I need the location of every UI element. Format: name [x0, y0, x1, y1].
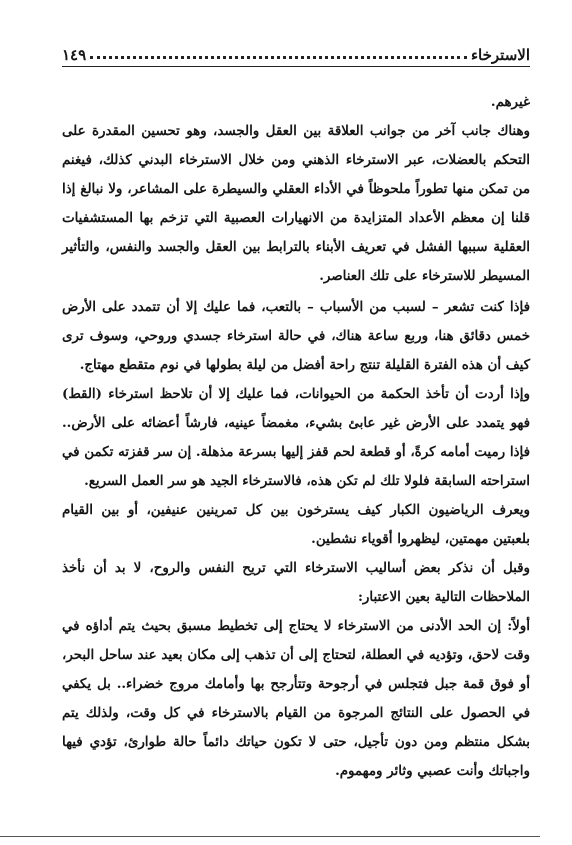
paragraph: وهناك جانب آخر من جوانب العلاقة بين العقل والجسد، وهو تحسين المقدرة على التحكم بالعضلات، عبر الاسترخاء الذهني ومن خلال الاسترخاء البدني كذلك، فيغنم من تمكن منها تطوراً ملحوظاً في الأداء العقلي والسيطرة على المشاعر، ولا نبالغ إذا قلنا إن معظم الأعداد المتزايدة من الانهيارات العصبية التي تزخم بها المستشفيات العقلية سببها الفشل في تعريف الأبناء بالترابط بين العقل والجسد والنفس، والتأثير المسيطر للاسترخاء على تلك العناصر.	[62, 123, 530, 284]
paragraph: فإذا كنت تشعر – لسبب من الأسباب – بالتعب، فما عليك إلا أن تتمدد على الأرض خمس دقائق هنا، وربع ساعة هناك، في حالة استرخاء جسدي وروحي، وسوف ترى كيف أن هذه الفترة القليلة تنتج راحة أفضل من ليلة بطولها في نوم متقطع مهتاج.	[62, 299, 530, 373]
paragraph: ويعرف الرياضيون الكبار كيف يسترخون بين كل تمرينين عنيفين، أو بين القيام بلعبتين مهمتين، ليظهروا أقوياء نشطين.	[62, 502, 530, 547]
page-bottom-edge	[0, 836, 540, 837]
paragraph: وإذا أردت أن تأخذ الحكمة من الحيوانات، فما عليك إلا أن تلاحظ استرخاء (القط) فهو يتمدد على الأرض غير عابئ بشيء، مغمضاً عينيه، فارشاً أعضائه على الأرض.. فإذا رميت أمامه كرةً، أو قطعة لحم قفز إليها بسرعة مذهلة. إن سر قفزته تكمن في استراحته السابقة فلولا تلك لم تكن هذه، فالاسترخاء الجيد هو سر العمل السريع.	[62, 386, 530, 489]
header-rule	[62, 66, 530, 67]
paragraph: غيرهم.	[490, 94, 530, 110]
body-text	[62, 88, 530, 786]
paragraph: أولاً: إن الحد الأدنى من الاسترخاء لا يحتاج إلى تخطيط مسبق بحيث يتم أداؤه في وقت لاحق، وتؤديه في العطلة، لتحتاج إلى أن تذهب إلى مكان بعيد عند ساحل البحر، أو فوق قمة جبل فتجلس في أرجوحة وتتأرجح بها وأمامك مروج خضراء.. بل يكفي في الحصول على النتائج المرجوة من القيام بالاسترخاء في كل وقت، ولذلك يتم بشكل منتظم ومن دون تأجيل، حتى لا تكون حياتك دائماً حالة طوارئ، تؤدي فيها واجباتك وأنت عصبي وثائر ومهموم.	[62, 618, 530, 779]
header-dot-leader	[90, 56, 467, 59]
running-title: الاسترخاء	[471, 46, 530, 64]
paragraph: وقبل أن نذكر بعض أساليب الاسترخاء التي تريح النفس والروح، لا بد أن نأخذ الملاحظات التالية بعين الاعتبار:	[62, 560, 530, 605]
page-number: ١٤٩	[62, 46, 87, 64]
page-header	[62, 40, 530, 64]
